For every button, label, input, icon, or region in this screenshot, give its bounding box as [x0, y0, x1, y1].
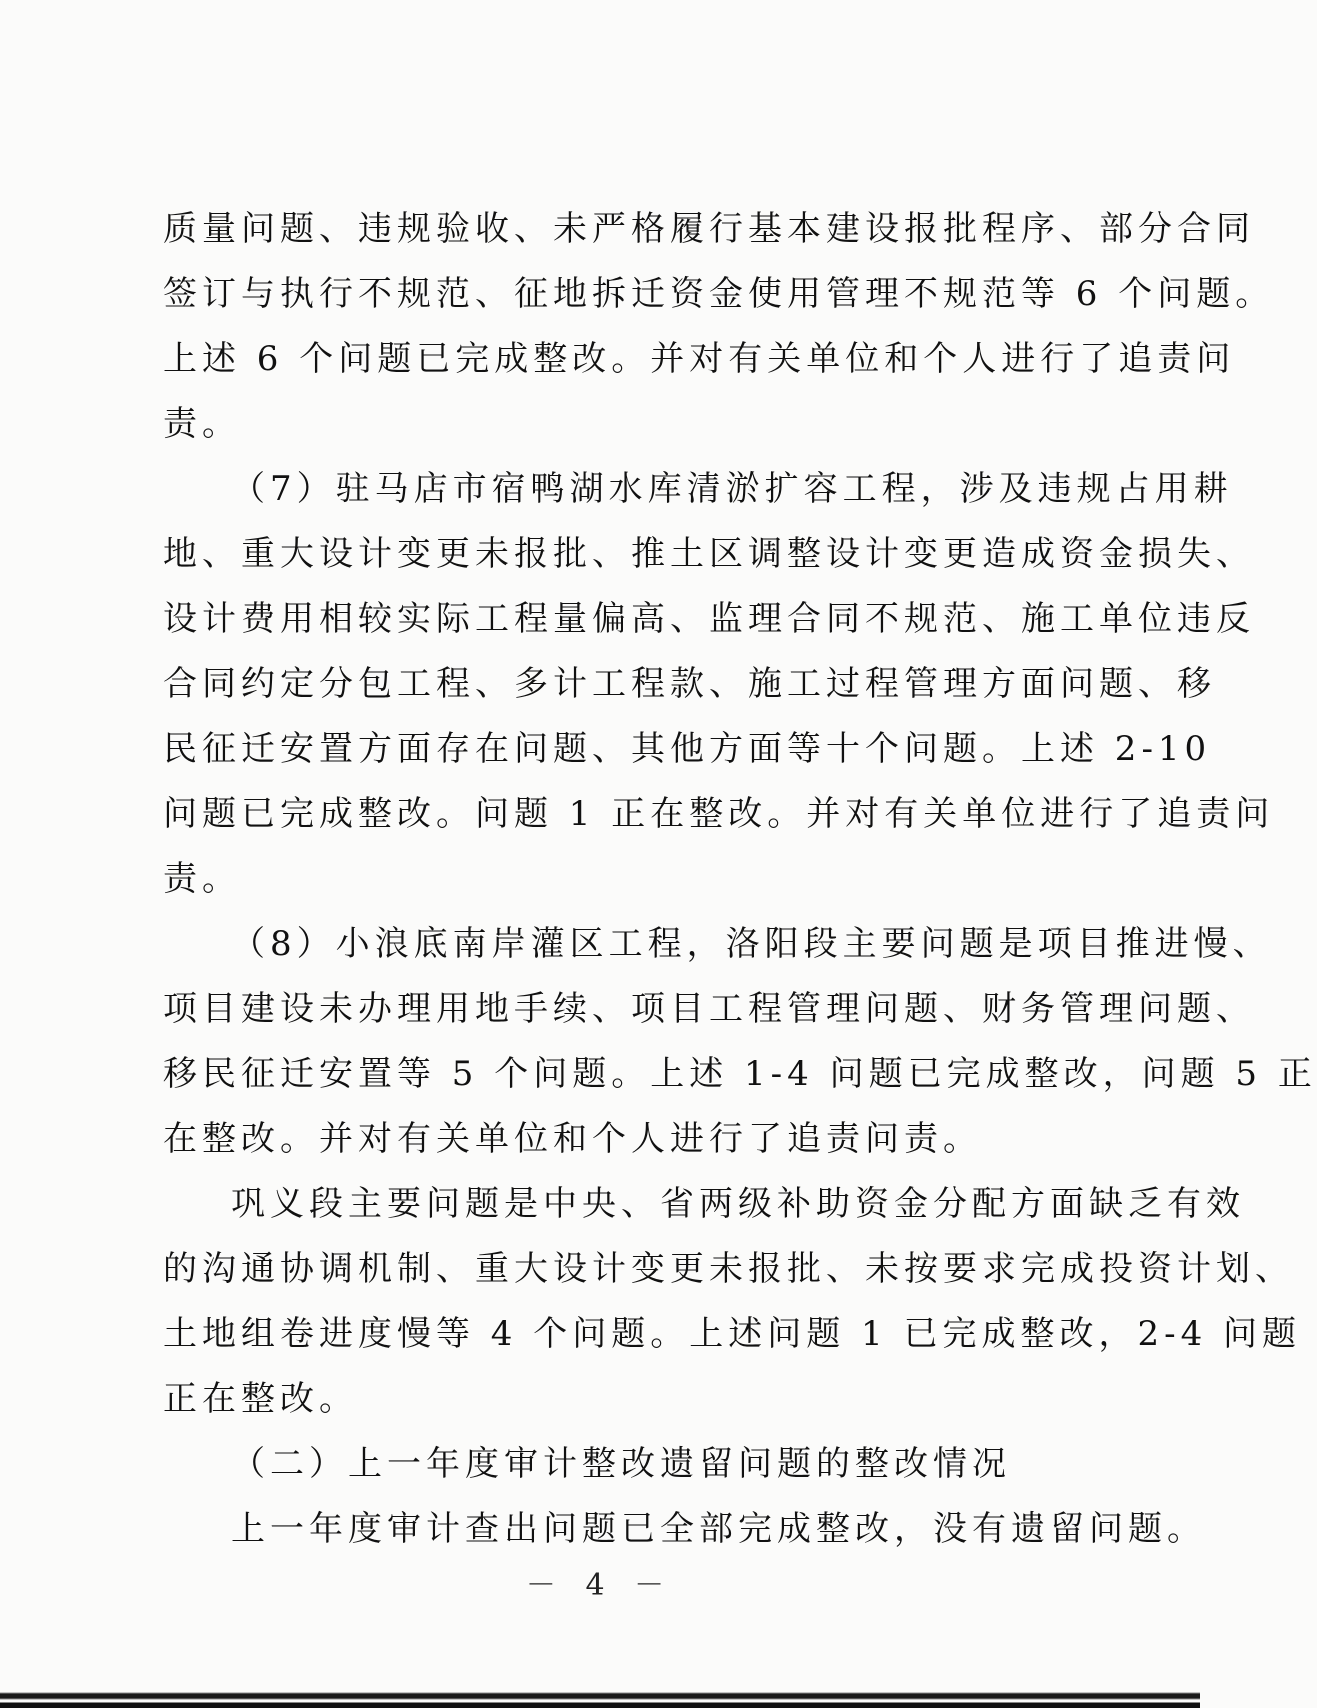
section-heading — [163, 1432, 1058, 1497]
document-body — [163, 197, 1317, 1562]
text-line: （7）驻马店市宿鸭湖水库清淤扩容工程，涉及违规占用耕 — [231, 469, 1233, 509]
bottom-border-rule — [0, 1692, 1200, 1708]
text-line: 签订与执行不规范、征地拆迁资金使用管理不规范等 6 个问题。 — [163, 274, 1275, 314]
text-line: （二）上一年度审计整改遗留问题的整改情况 — [231, 1444, 1011, 1484]
text-line: 巩义段主要问题是中央、省两级补助资金分配方面缺乏有效 — [231, 1184, 1245, 1224]
text-line: 责。 — [163, 859, 241, 899]
text-line: （8）小浪底南岸灌区工程，洛阳段主要问题是项目推进慢、 — [231, 924, 1272, 964]
text-line: 的沟通协调机制、重大设计变更未报批、未按要求完成投资计划、 — [163, 1249, 1294, 1289]
paragraph-gongyi-section — [163, 1172, 1302, 1432]
text-line: 上一年度审计查出问题已全部完成整改，没有遗留问题。 — [231, 1509, 1206, 1549]
text-line: 地、重大设计变更未报批、推土区调整设计变更造成资金损失、 — [163, 534, 1255, 574]
page-number: － 4 － — [525, 1568, 675, 1603]
text-line: 项目建设未办理用地手续、项目工程管理问题、财务管理问题、 — [163, 989, 1255, 1029]
text-line: 合同约定分包工程、多计工程款、施工过程管理方面问题、移 — [163, 664, 1216, 704]
text-line: 上述 6 个问题已完成整改。并对有关单位和个人进行了追责问 — [163, 339, 1236, 379]
text-line: 责。 — [163, 404, 241, 444]
paragraph-item-7 — [163, 457, 1275, 912]
paragraph-continuation — [163, 197, 1275, 457]
text-line: 设计费用相较实际工程量偏高、监理合同不规范、施工单位违反 — [163, 599, 1255, 639]
text-line: 移民征迁安置等 5 个问题。上述 1-4 问题已完成整改，问题 5 正 — [163, 1054, 1317, 1094]
text-line: 民征迁安置方面存在问题、其他方面等十个问题。上述 2-10 — [163, 729, 1212, 769]
text-line: 土地组卷进度慢等 4 个问题。上述问题 1 已完成整改，2-4 问题 — [163, 1314, 1302, 1354]
text-line: 正在整改。 — [163, 1379, 358, 1419]
text-line: 质量问题、违规验收、未严格履行基本建设报批程序、部分合同 — [163, 209, 1255, 249]
text-line: 问题已完成整改。问题 1 正在整改。并对有关单位进行了追责问 — [163, 794, 1275, 834]
paragraph-item-8 — [163, 912, 1317, 1172]
paragraph-conclusion — [163, 1497, 1206, 1562]
text-line: 在整改。并对有关单位和个人进行了追责问责。 — [163, 1119, 982, 1159]
